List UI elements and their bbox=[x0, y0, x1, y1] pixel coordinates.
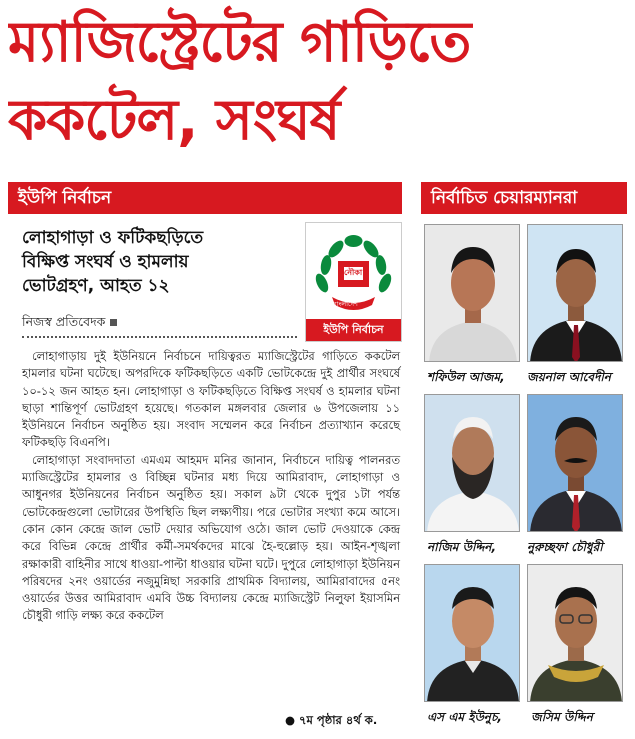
chairman-photo-3 bbox=[424, 394, 520, 532]
election-logo bbox=[305, 222, 402, 342]
chairman-photo-6 bbox=[527, 564, 623, 702]
emblem-text: নৌকা bbox=[344, 268, 363, 277]
sub-headline bbox=[22, 226, 292, 298]
chairman-name-4: নুরুচ্ছফা চৌধুরী bbox=[527, 540, 603, 554]
portrait-icon bbox=[528, 395, 623, 532]
portrait-icon bbox=[528, 225, 623, 362]
dotted-divider bbox=[22, 336, 297, 338]
chairman-photo-5 bbox=[424, 564, 520, 702]
chairman-name-6: জসিম উদ্দিন bbox=[531, 710, 593, 724]
portrait-icon bbox=[528, 565, 623, 702]
continued-note-text: ৭ম পৃষ্ঠার ৪র্থ ক. bbox=[299, 713, 378, 727]
section-bar-elected-chairmen: নির্বাচিত চেয়ারম্যানরা bbox=[421, 182, 627, 214]
article-body bbox=[22, 348, 400, 625]
byline-square-icon bbox=[110, 319, 117, 326]
sub-headline-line-1: লোহাগাড়া ও ফটিকছড়িতে bbox=[22, 228, 204, 248]
continued-note: ● ৭ম পৃষ্ঠার ৪র্থ ক. bbox=[285, 713, 378, 727]
logo-caption: ইউপি নির্বাচন bbox=[306, 319, 401, 341]
chairman-photo-1 bbox=[424, 224, 520, 362]
byline bbox=[22, 314, 117, 334]
chairman-photo-2 bbox=[527, 224, 623, 362]
portrait-icon bbox=[425, 395, 520, 532]
sub-headline-line-3: ভোটগ্রহণ, আহত ১২ bbox=[22, 276, 170, 296]
section-bar-up-election: ইউপি নির্বাচন bbox=[8, 182, 402, 214]
sub-headline-line-2: বিক্ষিপ্ত সংঘর্ষ ও হামলায় bbox=[22, 252, 189, 272]
chairman-name-5: এস এম ইউনুচ, bbox=[427, 710, 502, 724]
emblem-ring-text: বাংলাদেশ bbox=[333, 300, 358, 308]
headline bbox=[8, 4, 628, 160]
article-paragraph-1: লোহাগাড়ায় দুই ইউনিয়নে নির্বাচনে দায়িত্বরত ম্যাজিস্ট্রেটের গাড়িতে ককটেল হামলার ঘটনা ঘটেছে। অপরদিকে ফটিকছড়িতে একটি ভোটকেন্দ্রে দুই প্রার্থীর সংঘর্ষে ১০-১২ জন আহত হন। লোহাগাড়া ও ফটিকছড়িতে বিক্ষিপ্ত সংঘর্ষ ও হামলার ঘটনা ছাড়া শান্তিপূর্ণ ভোটগ্রহণ হয়েছে। গতকাল মঙ্গলবার জেলার ৬ উপজেলায় ১১ ইউনিয়নে নির্বাচন অনুষ্ঠিত হয়। সংবাদ সম্মেলন করে নির্বাচন প্রত্যাখ্যান করেছে ফটিকছড়ি বিএনপি। bbox=[22, 349, 400, 450]
article-paragraph-2: লোহাগাড়া সংবাদদাতা এমএম আহমদ মনির জানান, নির্বাচনে দায়িত্ব পালনরত ম্যাজিস্ট্রেটের হামলার ও বিচ্ছিন্ন ঘটনার মধ্য দিয়ে আমিরাবাদ, লোহাগাড়া ও আধুনগর ইউনিয়নের নির্বাচন অনুষ্ঠিত হয়। সকাল ৯টা থেকে দুপুর ১টা পর্যন্ত ভোটকেন্দ্রগুলো ভোটারের উপস্থিতি ছিল লক্ষ্যণীয়। পরে ভোটার সংখ্যা কমে আসে। কোন কোন কেন্দ্রে জাল ভোট দেয়ার অভিযোগ ওঠে। জাল ভোট দেওয়াকে কেন্দ্র করে বিভিন্ন কেন্দ্রে প্রার্থীর কর্মী-সমর্থকদের মাঝে হৈ-হুল্লোড় হয়। আইন-শৃঙ্খলা রক্ষাকারী বাহিনীর সাথে ধাওয়া-পাল্টা ধাওয়ার ঘটনা ঘটে। দুপুরে লোহাগাড়া ইউনিয়ন পরিষদের ২নং ওয়ার্ডের নজুমুন্নিছা সরকারি প্রাথমিক বিদ্যালয়, আমিরাবাদের ৫নং ওয়ার্ডের উত্তর আমিরাবাদ এমবি উচ্চ বিদ্যালয় কেন্দ্রে ম্যাজিস্ট্রেট নিলুফা ইয়াসমিন চৌধুরী গাড়ি লক্ষ্য করে ককটেল bbox=[22, 452, 400, 623]
chairman-name-3: নাজিম উদ্দিন, bbox=[427, 540, 497, 554]
headline-line-1: ম্যাজিস্ট্রেটের গাড়িতে bbox=[8, 10, 471, 75]
chairman-photo-4 bbox=[527, 394, 623, 532]
headline-line-2: ককটেল, সংঘর্ষ bbox=[8, 88, 340, 153]
portrait-icon bbox=[425, 225, 520, 362]
chairman-name-2: জয়নাল আবেদীন bbox=[527, 370, 611, 384]
portrait-icon bbox=[425, 565, 520, 702]
byline-text: নিজস্ব প্রতিবেদক bbox=[22, 314, 106, 329]
chairman-name-1: শফিউল আজম, bbox=[427, 370, 505, 384]
